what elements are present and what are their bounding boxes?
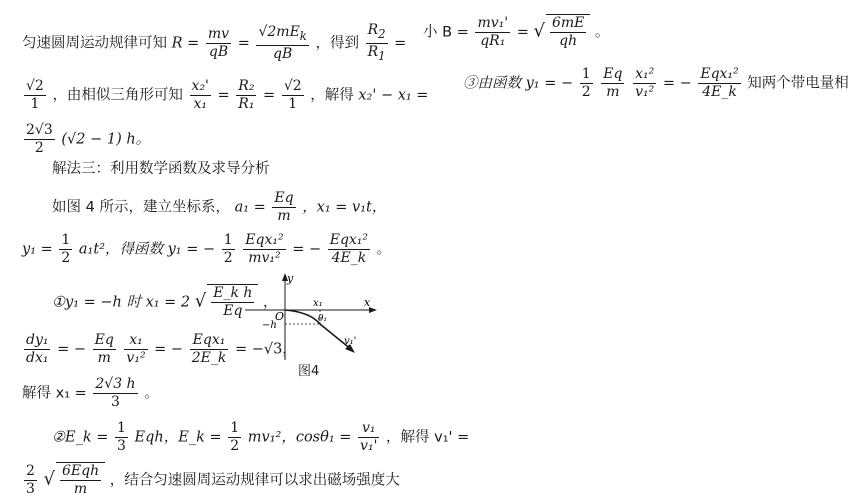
figure-caption: 图4 (298, 364, 320, 379)
right-column (415, 0, 849, 495)
fraction: $\frac{\text{R₂}}{\text{R₁}}$ (238, 78, 255, 112)
fraction: $\frac{\text{Eqx₁²}}{\text{mv₁²}}$ (245, 232, 284, 266)
fraction: $\frac{\text{x₁}}{\text{v₁²}}$ (126, 332, 146, 366)
equals: = (237, 35, 250, 52)
expression: (√2 − 1) h。 (61, 131, 151, 148)
x-label: x (364, 296, 371, 309)
fraction: $\frac{\text{E\_k h}}{Eq}$ (213, 285, 253, 319)
fraction: $\frac{2}{3}$ (26, 463, 35, 497)
fraction: $\frac{1}{3}$ (117, 420, 126, 454)
fraction: $\frac{1}{2}$ (581, 66, 591, 100)
text: ，解得 (310, 87, 354, 104)
fraction: $\frac{Eq}{m}$ (603, 66, 623, 100)
fraction: $\frac{2√3}{2}$ (26, 122, 53, 156)
x1-label: x₁ (313, 298, 323, 309)
v-label: v₁' (344, 336, 357, 347)
line-10: ②E_k = $\frac{1}{3}$ Eqh，E_k = $\frac{1}{2}$ mv₁²，cosθ₁ = $\frac{\text{v₁}}{\text{v₁'}}$ ，解得 v₁' = (52, 420, 470, 454)
line-5: 如图 4 所示，建立坐标系， a₁ = $\frac{Eq}{m}$ ，x₁ = v₁t， (52, 190, 387, 224)
fraction: $\frac{\text{dy₁}}{\text{dx₁}}$ (26, 332, 49, 366)
fraction: $\frac{\text{Eqx₁²}}{4E\_k}$ (329, 232, 369, 266)
line-7: ①y₁ = −h 时 x₁ = 2 √ $\frac{\text{E\_k h}}{Eq}$ ， (52, 285, 278, 319)
origin-label: O (275, 310, 285, 323)
h-label: −h (262, 320, 277, 331)
theta-label: θ₁ (318, 314, 328, 324)
symbol: R = (171, 35, 200, 52)
fraction: $\frac{\text{x₁²}}{\text{v₁²}}$ (635, 66, 655, 100)
fraction: $\frac{√2}{1}$ (283, 78, 302, 112)
text: ，得到 (315, 35, 359, 52)
fraction: $\frac{R_2}{R_1}$ (367, 22, 386, 63)
fraction: $\frac{\text{mv₁'}}{\text{qR₁}}$ (477, 15, 509, 49)
fraction: $\frac{√2mE_k}{qB}$ (258, 23, 307, 62)
fraction: $\frac{6mE}{qh}$ (551, 15, 585, 49)
trajectory (285, 310, 320, 324)
line-3 (22, 122, 150, 157)
line-2: $\frac{√2}{1}$ ，由相似三角形可知 $\frac{\text{x₂'}}{\text{x₁}}$ = $\frac{\text{R₂}}{\text{R₁}}$ = $\frac{√2}{1}$ ，解得 x₂' − x₁ = (26, 78, 429, 112)
line-9: 解得 x₁ = $\frac{2√3 h}{3}$ 。 (22, 376, 159, 410)
equals: = (394, 35, 407, 52)
line-11: $\frac{2}{3}$ √ $\frac{\text{6Eqh}}{m}$ ，结合匀速圆周运动规律可以求出磁场强度大 (26, 463, 400, 497)
fraction: $\frac{2√3 h}{3}$ (95, 376, 136, 410)
text: ，由相似三角形可知 (52, 87, 183, 104)
fraction: $\frac{\text{Eqx₁}}{2E\_k}$ (191, 332, 227, 366)
line-1 (22, 22, 406, 65)
fraction: $\frac{\text{Eqx₁²}}{4E\_k}$ (700, 66, 739, 100)
method-heading: 解法三：利用数学函数及求导分析 (52, 161, 270, 177)
fraction: $\frac{\text{v₁}}{\text{v₁'}}$ (360, 420, 378, 454)
fraction: $\frac{Eq}{m}$ (94, 332, 114, 366)
fraction: $\frac{mv}{qB}$ (207, 25, 230, 60)
fraction: $\frac{\text{x₂'}}{\text{x₁}}$ (191, 78, 209, 112)
fraction: $\frac{1}{2}$ (223, 232, 233, 266)
fraction: $\frac{Eq}{m}$ (274, 190, 294, 224)
right-line-2: ③由函数 y₁ = − $\frac{1}{2}$ $\frac{Eq}{m}$ $\frac{\text{x₁²}}{\text{v₁²}}$ = − $\frac{\text{Eqx₁²}}{4E\_k}$ 知两个带电量相 (463, 66, 849, 100)
line-6: y₁ = $\frac{1}{2}$ a₁t²，得函数 y₁ = − $\frac{1}{2}$ $\frac{\text{Eqx₁²}}{\text{mv₁²}}$ = − $\frac{\text{Eqx₁²}}{4E\_k}$ 。 (22, 232, 392, 266)
y-label: y (287, 272, 294, 285)
right-line-1: 小 B = $\frac{\text{mv₁'}}{\text{qR₁}}$ = √ $\frac{6mE}{qh}$ 。 (423, 15, 610, 49)
fraction: $\frac{\text{6Eqh}}{m}$ (62, 463, 100, 497)
fraction: $\frac{1}{2}$ (230, 420, 240, 454)
fraction: $\frac{1}{2}$ (61, 232, 71, 266)
text: 匀速圆周运动规律可知 (22, 35, 167, 52)
expression: x₂' − x₁ = (358, 87, 429, 104)
line-8: $\frac{\text{dy₁}}{\text{dx₁}}$ = − $\frac{Eq}{m}$ $\frac{\text{x₁}}{\text{v₁²}}$ = − $\frac{\text{Eqx₁}}{2E\_k}$ = −√3， (26, 332, 297, 366)
fraction: $\frac{√2}{1}$ (26, 78, 44, 112)
